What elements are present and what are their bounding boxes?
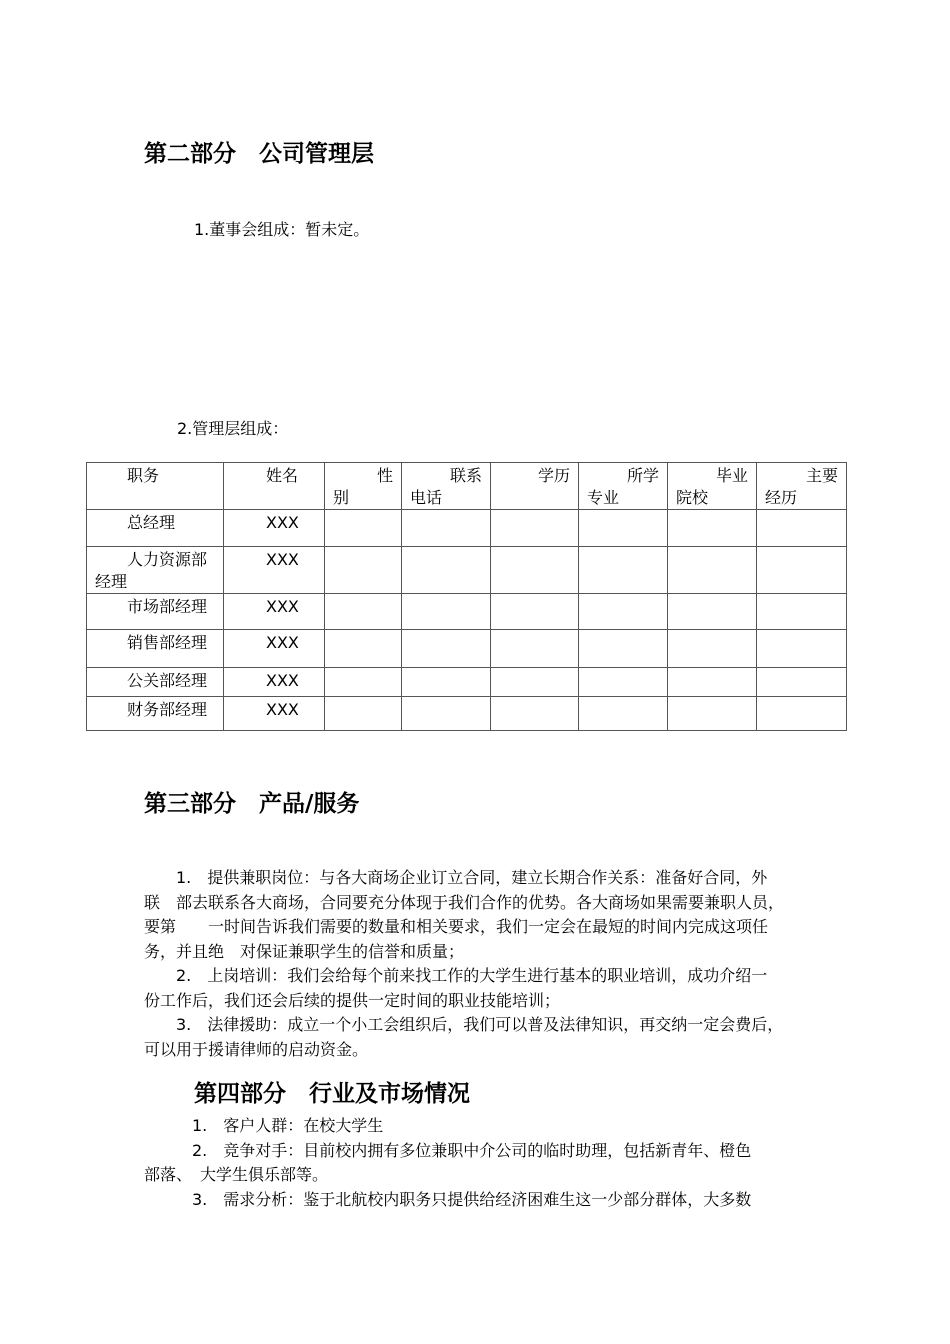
table-row [87, 510, 847, 547]
name-cell: XXX [224, 697, 325, 731]
board-composition: 1.董事会组成：暂未定。 [194, 220, 370, 239]
name-cell: XXX [224, 510, 325, 547]
paragraph-line: 1. 客户人群：在校大学生 [144, 1116, 384, 1135]
header-major: 所学 专业 [579, 463, 668, 510]
paragraph-line: 2. 上岗培训：我们会给每个前来找工作的大学生进行基本的职业培训，成功介绍一 [144, 966, 768, 985]
table-row [87, 547, 847, 594]
table-row [87, 630, 847, 668]
section4-body [144, 1114, 814, 1212]
management-label: 2.管理层组成： [177, 419, 289, 438]
header-education: 学历 [491, 463, 579, 510]
table-row [87, 668, 847, 697]
management-table [86, 462, 847, 731]
table-header-row [87, 463, 847, 510]
section2-title: 第二部分 公司管理层 [144, 141, 374, 167]
role-cell: 总经理 [87, 510, 224, 547]
header-name: 姓名 [224, 463, 325, 510]
table-row [87, 697, 847, 731]
header-school: 毕业 院校 [668, 463, 757, 510]
paragraph-line: 1. 提供兼职岗位：与各大商场企业订立合同，建立长期合作关系：准备好合同，外 [144, 868, 768, 887]
paragraph-line: 部落、 大学生俱乐部等。 [144, 1165, 329, 1184]
paragraph-line: 2. 竞争对手：目前校内拥有多位兼职中介公司的临时助理，包括新青年、橙色 [144, 1140, 752, 1160]
paragraph-line: 联 部去联系各大商场，合同要充分体现于我们合作的优势。各大商场如果需要兼职人员， [144, 892, 785, 912]
name-cell: XXX [224, 547, 325, 594]
paragraph-line: 务，并且绝 对保证兼职学生的信誉和质量； [144, 941, 465, 961]
name-cell: XXX [224, 630, 325, 668]
header-phone: 联系 电话 [402, 463, 491, 510]
header-gender: 性 别 [325, 463, 402, 510]
role-cell: 市场部经理 [87, 594, 224, 630]
role-cell: 人力资源部经理 [87, 547, 224, 594]
table-row [87, 594, 847, 630]
paragraph-line: 可以用于援请律师的启动资金。 [144, 1039, 369, 1059]
name-cell: XXX [224, 668, 325, 697]
paragraph-line: 3. 法律援助：成立一个小工会组织后，我们可以普及法律知识，再交纳一定会费后， [144, 1015, 784, 1034]
role-cell: 财务部经理 [87, 697, 224, 731]
section3-title: 第三部分 产品/服务 [144, 791, 360, 817]
role-cell: 销售部经理 [87, 630, 224, 668]
header-experience: 主要 经历 [757, 463, 847, 510]
role-cell: 公关部经理 [87, 668, 224, 697]
paragraph-line: 份工作后，我们还会后续的提供一定时间的职业技能培训； [144, 990, 561, 1010]
paragraph-line: 3. 需求分析：鉴于北航校内职务只提供给经济困难生这一少部分群体，大多数 [144, 1189, 752, 1209]
name-cell: XXX [224, 594, 325, 630]
section3-body [144, 866, 814, 1062]
section4-title: 第四部分 行业及市场情况 [194, 1081, 470, 1107]
header-role: 职务 [87, 463, 224, 510]
paragraph-line: 要第 一时间告诉我们需要的数量和相关要求，我们一定会在最短的时间内完成这项任 [144, 917, 769, 936]
